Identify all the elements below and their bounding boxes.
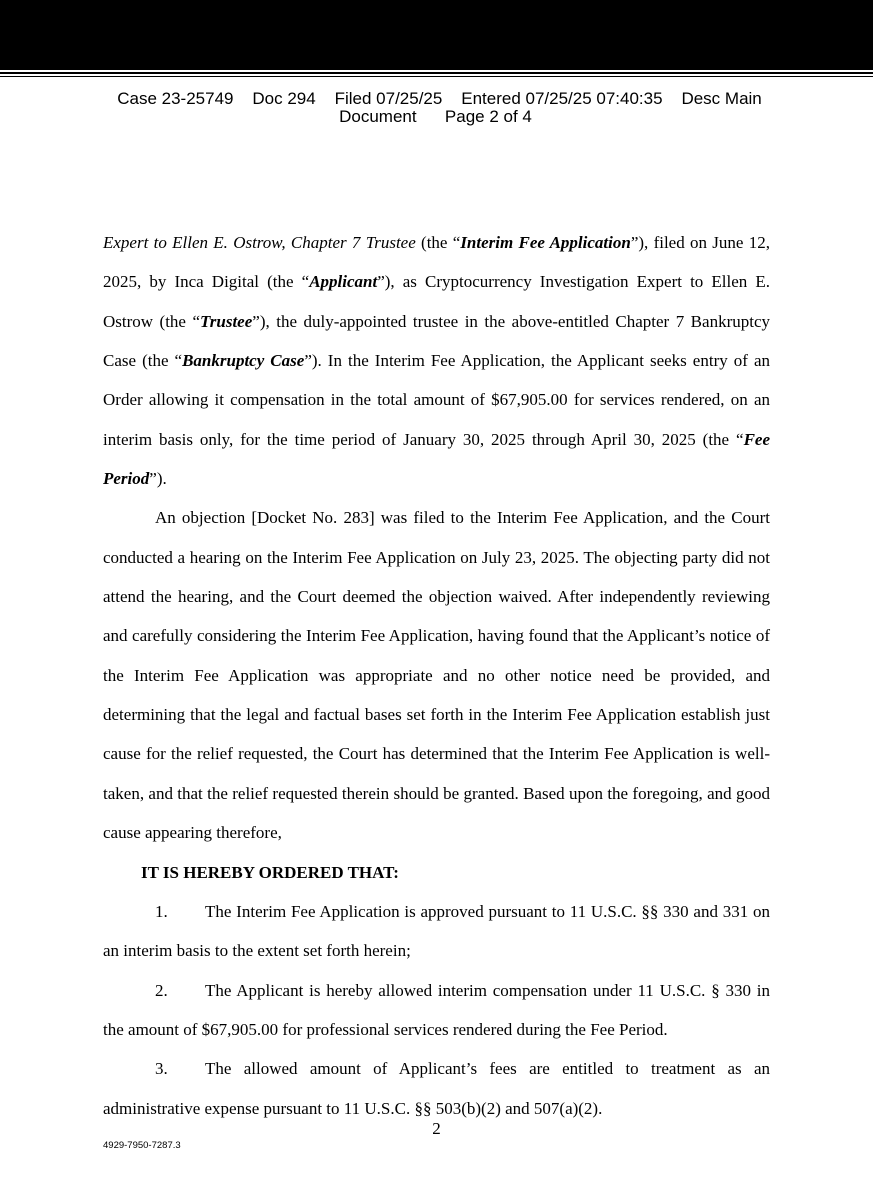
document-id: 4929-7950-7287.3: [103, 1140, 181, 1151]
document-body: [103, 223, 770, 1128]
scan-top-bar: [0, 0, 873, 70]
order-item-2: [103, 971, 770, 1050]
item-number: 3.: [155, 1059, 168, 1079]
paragraph-2: An objection [Docket No. 283] was filed to the Interim Fee Application, and the Court conducted a hearing on the Interim Fee Application on July 23, 2025. The objecting party did not attend the hearing, and the Court deemed the objection waived. After independently reviewing and carefully considering the Interim Fee Application, having found that the Applicant’s notice of the Interim Fee Application was appropriate and no other notice need be provided, and determining that the legal and factual bases set forth in the Interim Fee Application establish just cause for the relief requested, the Court has determined that the Interim Fee Application is well-taken, and that the relief requested therein should be granted. Based upon the foregoing, and good cause appearing therefore,: [103, 508, 770, 843]
paragraph-1: Expert to Ellen E. Ostrow, Chapter 7 Trustee (the “Interim Fee Application”), filed on June 12, 2025, by Inca Digital (the “Applicant”), as Cryptocurrency Investigation Expert to Ellen E. Ostrow (the “Trustee”), the duly-appointed trustee in the above-entitled Chapter 7 Bankruptcy Case (the “Bankruptcy Case”). In the Interim Fee Application, the Applicant seeks entry of an Order allowing it compensation in the total amount of $67,905.00 for services rendered, on an interim basis only, for the time period of January 30, 2025 through April 30, 2025 (the “Fee Period”).: [103, 233, 770, 489]
order-item-1: [103, 892, 770, 971]
item-text: The Interim Fee Application is approved pursuant to 11 U.S.C. §§ 330 and 331 on an interim basis to the extent set forth herein;: [103, 901, 770, 961]
order-item-3: [103, 1049, 770, 1128]
case-header-line-2: Document Page 2 of 4: [339, 107, 532, 126]
item-text: The allowed amount of Applicant’s fees are entitled to treatment as an administrative expense pursuant to 11 U.S.C. §§ 503(b)(2) and 507(a)(2).: [103, 1059, 770, 1118]
item-number: 2.: [155, 980, 168, 1000]
case-header-line-1: Case 23-25749 Doc 294 Filed 07/25/25 Entered 07/25/25 07:40:35 Desc Main: [117, 89, 762, 108]
item-number: 1.: [155, 901, 168, 921]
page-number: 2: [432, 1119, 441, 1138]
header-rule: [0, 72, 873, 74]
header-rule-thin: [0, 76, 873, 77]
item-text: The Applicant is hereby allowed interim compensation under 11 U.S.C. § 330 in the amount of $67,905.00 for professional services rendered during the Fee Period.: [103, 980, 770, 1039]
order-heading: IT IS HEREBY ORDERED THAT:: [141, 862, 399, 882]
